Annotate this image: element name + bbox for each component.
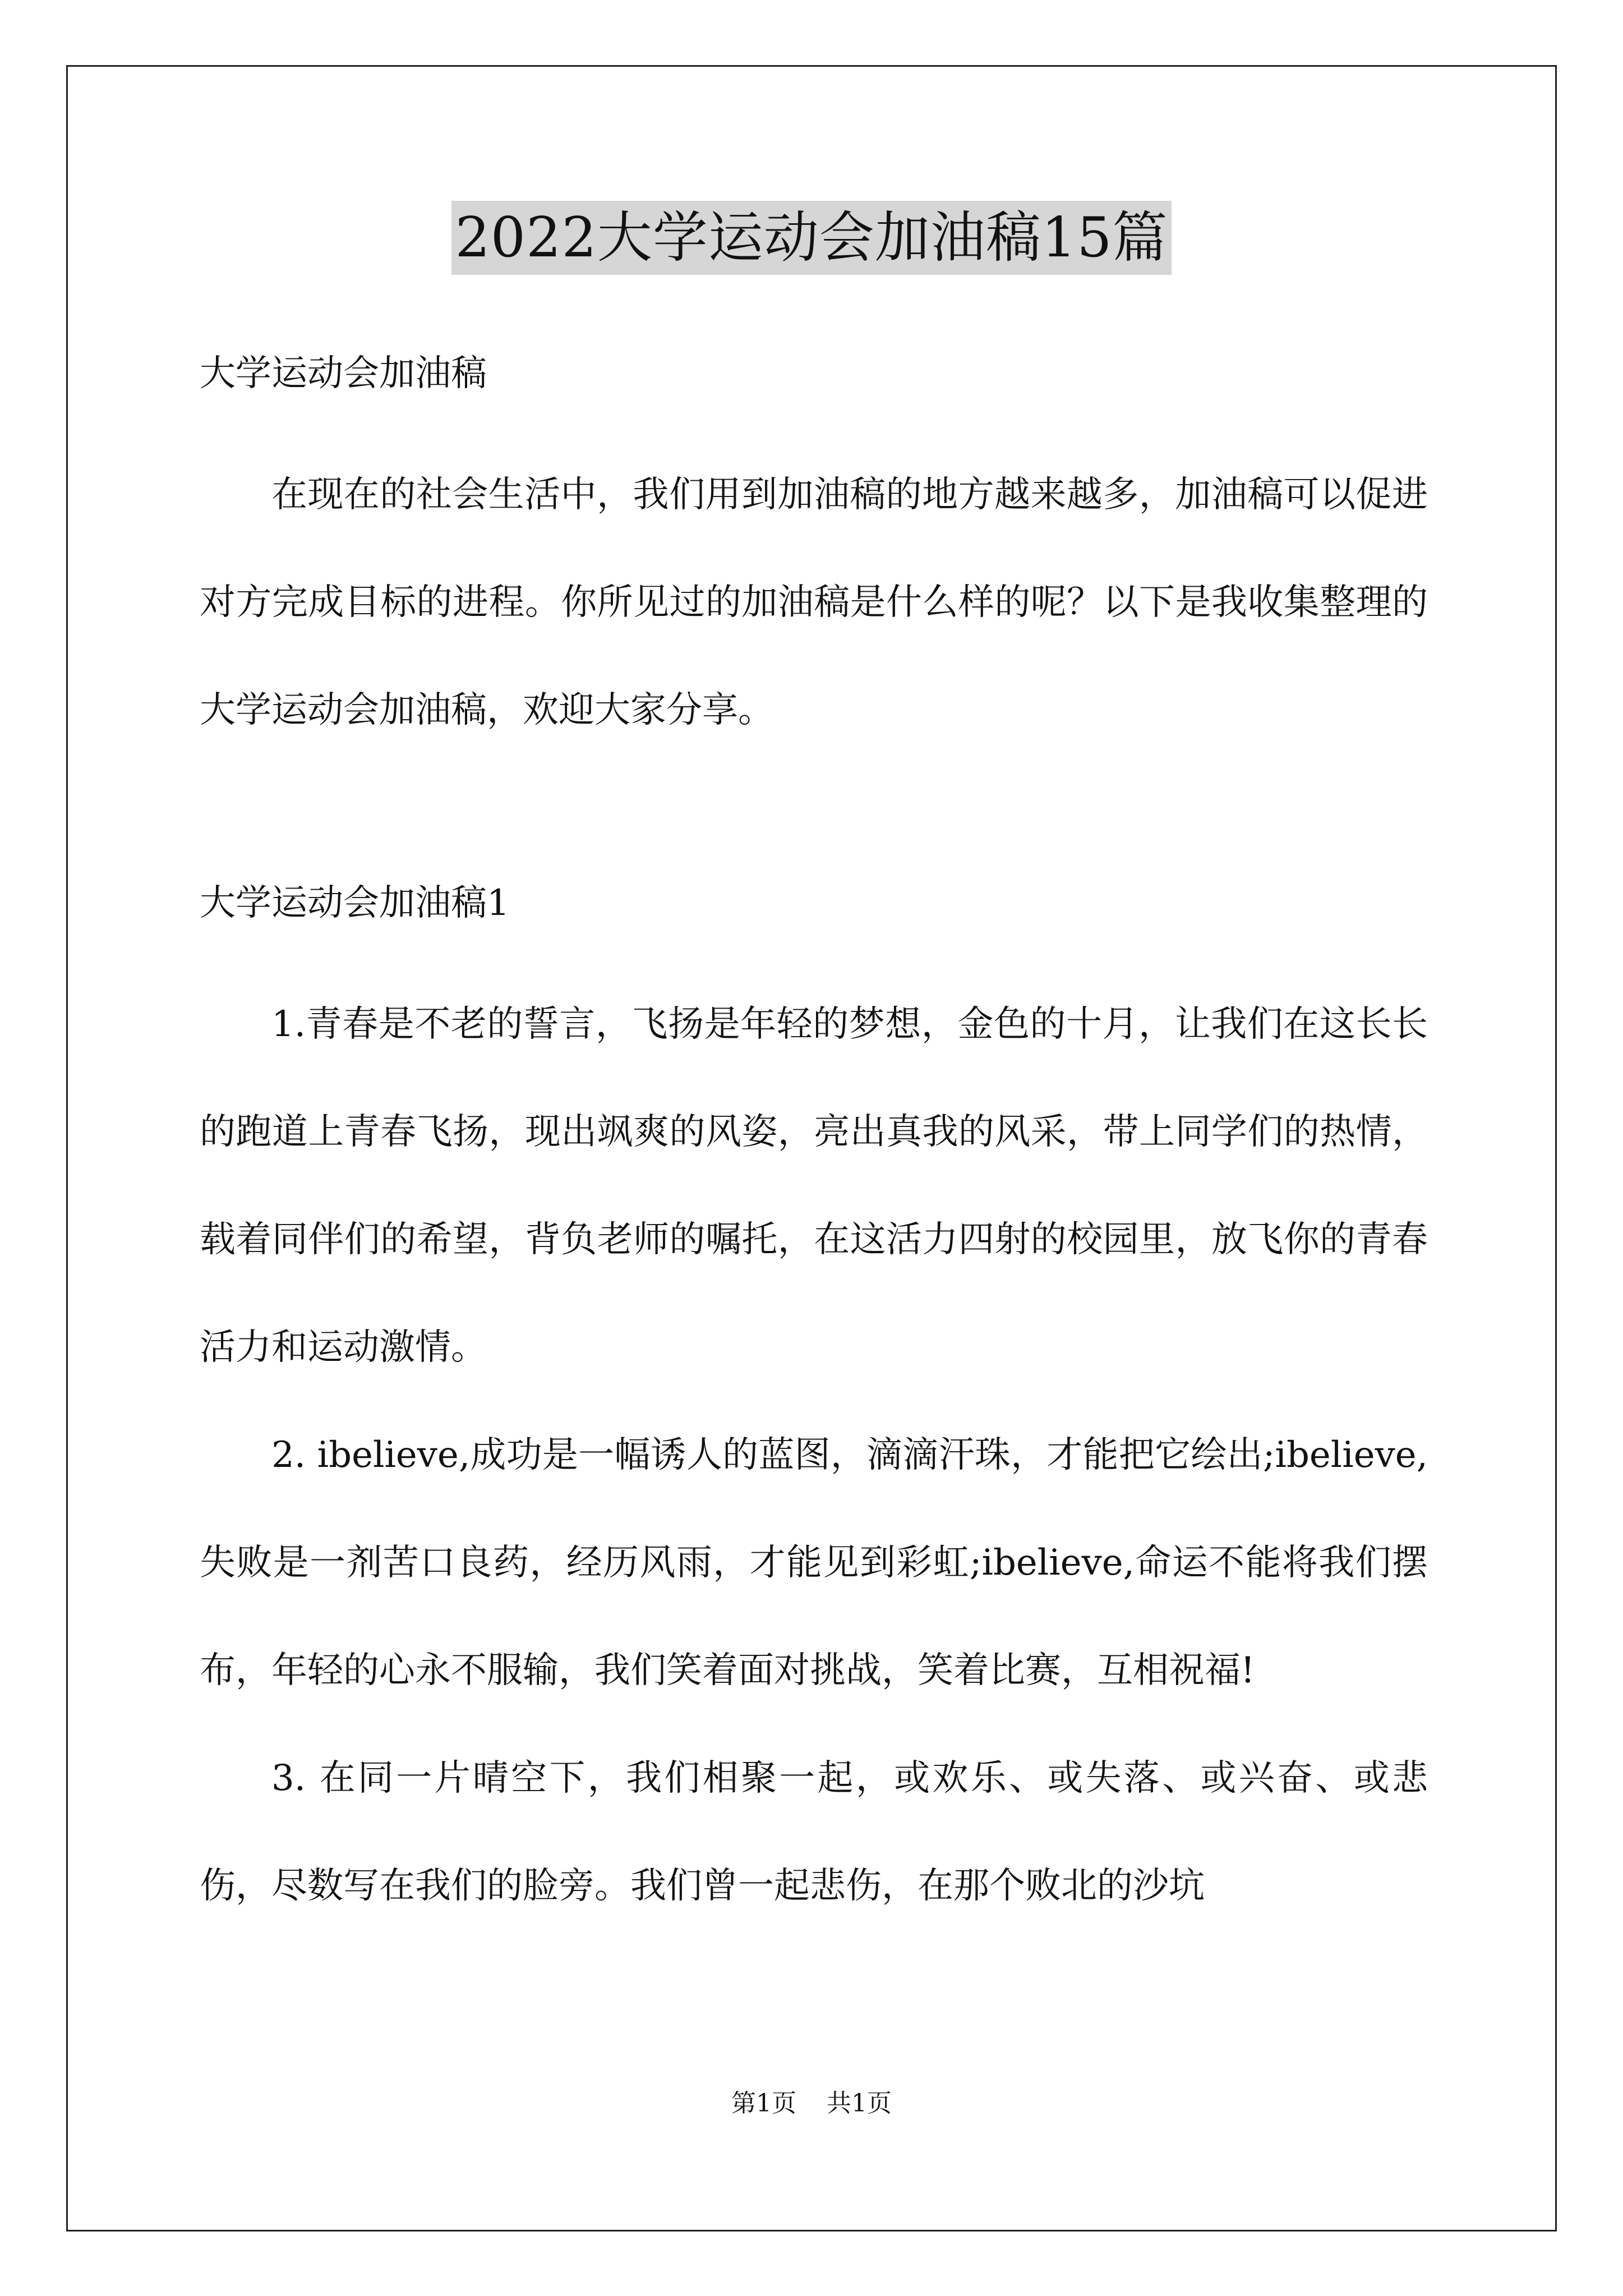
page-footer bbox=[0, 2087, 1623, 2120]
paragraph-item-3: 3. 在同一片晴空下，我们相聚一起，或欢乐、或失落、或兴奋、或悲伤，尽数写在我们的脸旁。我们曾一起悲伤，在那个败北的沙坑 bbox=[200, 1757, 1428, 1907]
paragraph-item-2: 2. ibelieve,成功是一幅诱人的蓝图，滴滴汗珠，才能把它绘出;ibelieve,失败是一剂苦口良药，经历风雨，才能见到彩虹;ibelieve,命运不能将我们摆布，年轻的心永不服输，我们笑着面对挑战，笑着比赛，互相祝福! bbox=[200, 1434, 1428, 1691]
article-heading: 大学运动会加油稿1 bbox=[200, 882, 510, 924]
document-body bbox=[200, 347, 1428, 1940]
intro-paragraph: 在现在的社会生活中，我们用到加油稿的地方越来越多，加油稿可以促进对方完成目标的进程。你所见过的加油稿是什么样的呢？以下是我收集整理的大学运动会加油稿，欢迎大家分享。 bbox=[200, 474, 1428, 731]
paragraph-item-1: 1.青春是不老的誓言，飞扬是年轻的梦想，金色的十月，让我们在这长长的跑道上青春飞扬，现出飒爽的风姿，亮出真我的风采，带上同学们的热情，载着同伴们的希望，背负老师的嘱托，在这活力四射的校园里，放飞你的青春活力和运动激情。 bbox=[200, 1004, 1428, 1368]
page-number-total: 共1页 bbox=[827, 2089, 892, 2118]
section-heading: 大学运动会加油稿 bbox=[200, 353, 487, 394]
page-number-current: 第1页 bbox=[731, 2089, 796, 2118]
document-title: 2022大学运动会加油稿15篇 bbox=[451, 201, 1171, 275]
title-container bbox=[0, 201, 1623, 275]
